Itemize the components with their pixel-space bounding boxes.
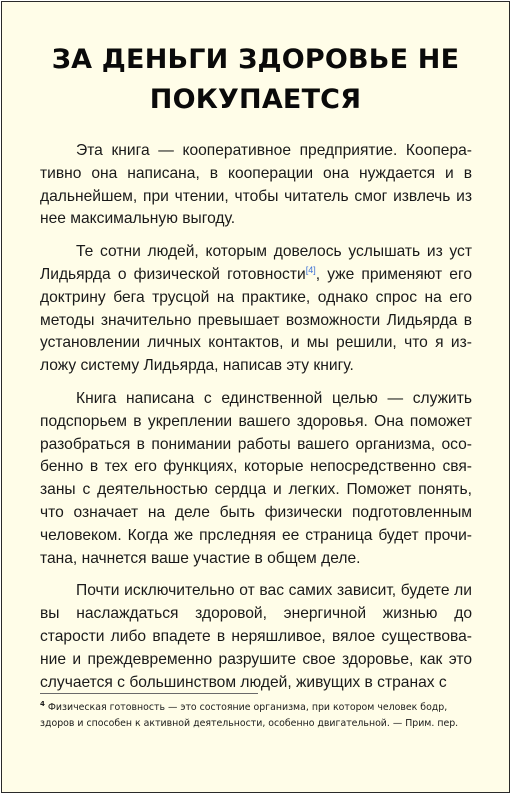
paragraph-3: Книга написана с единственной целью — служить подспорьем в укреплении вашего здоровья. Она поможет разобраться в понимании работы вашего организма, особенно в тех его функциях, которые непосредственно связаны с деятельностью сердца и легких. Поможет понять, что означает на деле быть физически подготовленным человеком. Когда же прследняя ее страница будет прочитана, начнется ваше участие в общем деле. bbox=[40, 389, 472, 567]
paragraph-2 bbox=[40, 241, 472, 378]
footnote-reference-link[interactable]: [4] bbox=[305, 264, 316, 275]
body-text bbox=[40, 140, 472, 704]
footnote-text: Физическая готовность — это состояние организма, при котором человек бодр, здоров и способен к активной деятельности, особенно двигательной. — Прим. пер. bbox=[40, 702, 459, 729]
paragraph-1: Эта книга — кооперативное предприятие. Кооперативно она написана, в кооперации она нуждается и в дальнейшем, при чтении, чтобы читатель смог извлечь из нее максимальную выгоду. bbox=[40, 142, 472, 228]
footnote-divider bbox=[40, 693, 258, 694]
footnote-number: 4 bbox=[40, 699, 45, 708]
paragraph-2-end: , уже применяют его доктрину бега трусцой на практике, однако спрос на его методы значительно превышает возможности Лидьярда в установлении личных контактов, и мы решили, что я изложу систему Лидьярда, написав эту книгу. bbox=[40, 265, 472, 375]
chapter-title: ЗА ДЕНЬГИ ЗДОРОВЬЕ НЕ ПОКУПАЕТСЯ bbox=[51, 44, 460, 115]
paragraph-2-start: Те сотни людей, которым довелось услышать из уст Лидьярда о физической готовности bbox=[40, 243, 472, 283]
paragraph-4: Почти исключительно от вас самих зависит, будете ли вы наслаждаться здоровой, энергичной жизнью до старости либо впадете в неряшливое, вялое существование и преждевременно разрушите свое здоровье, как это случается с большинством людей, живущих в странах с bbox=[40, 582, 472, 691]
book-page bbox=[1, 1, 510, 793]
footnote bbox=[40, 700, 469, 732]
